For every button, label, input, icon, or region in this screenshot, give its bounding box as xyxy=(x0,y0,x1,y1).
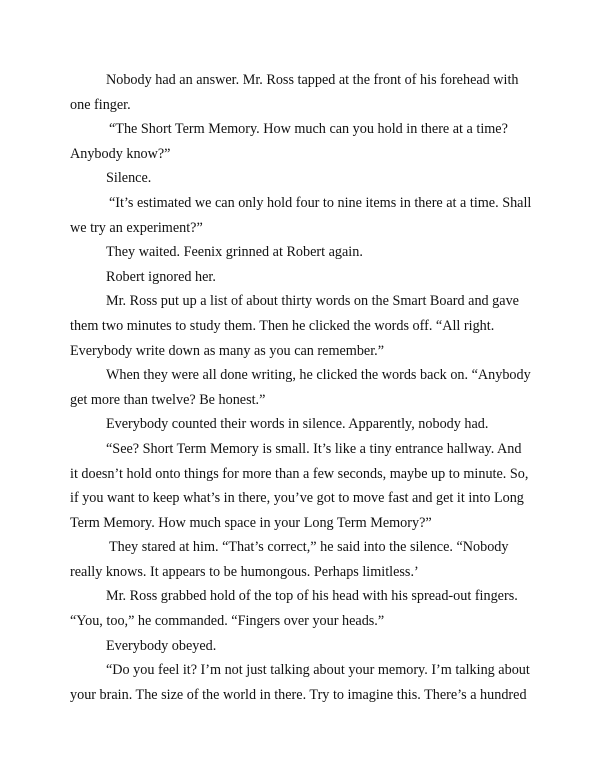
paragraph: Mr. Ross grabbed hold of the top of his head with his spread-out fingers. “You, too,” he commanded. “Fingers over your heads.” xyxy=(70,588,518,630)
paragraph: Everybody obeyed. xyxy=(106,637,217,654)
paragraph: They stared at him. “That’s correct,” he said into the silence. “Nobody really knows. It appears to be humongous. Perhaps limitless.’ xyxy=(70,539,509,580)
paragraph: Everybody counted their words in silence. Apparently, nobody had. xyxy=(106,416,489,433)
paragraph: When they were all done writing, he clicked the words back on. “Anybody get more than twelve? Be honest.” xyxy=(70,367,531,408)
paragraph: Nobody had an answer. Mr. Ross tapped at the front of his forehead with one finger. xyxy=(70,72,519,113)
paragraph: “It’s estimated we can only hold four to nine items in there at a time. Shall we try an experiment?” xyxy=(70,194,532,236)
paragraph: Silence. xyxy=(106,170,152,187)
paragraph: They waited. Feenix grinned at Robert again. xyxy=(106,244,363,261)
body-text xyxy=(70,68,532,707)
paragraph: Mr. Ross put up a list of about thirty words on the Smart Board and gave them two minutes to study them. Then he clicked the words off. “All right. Everybody write down as many as you can remember.” xyxy=(70,293,519,359)
paragraph: “The Short Term Memory. How much can you hold in there at a time? Anybody know?” xyxy=(70,121,508,162)
paragraph: Robert ignored her. xyxy=(106,268,216,285)
paragraph: “See? Short Term Memory is small. It’s like a tiny entrance hallway. And it doesn’t hold onto things for more than a few seconds, maybe up to minute. So, if you want to keep what’s in there, you’ve got to move fast and get it into Long Term Memory. How much space in your Long Term Memory?” xyxy=(70,440,529,531)
paragraph: “Do you feel it? I’m not just talking about your memory. I’m talking about your brain. The size of the world in there. Try to imagine this. There’s a hundred xyxy=(70,662,530,703)
